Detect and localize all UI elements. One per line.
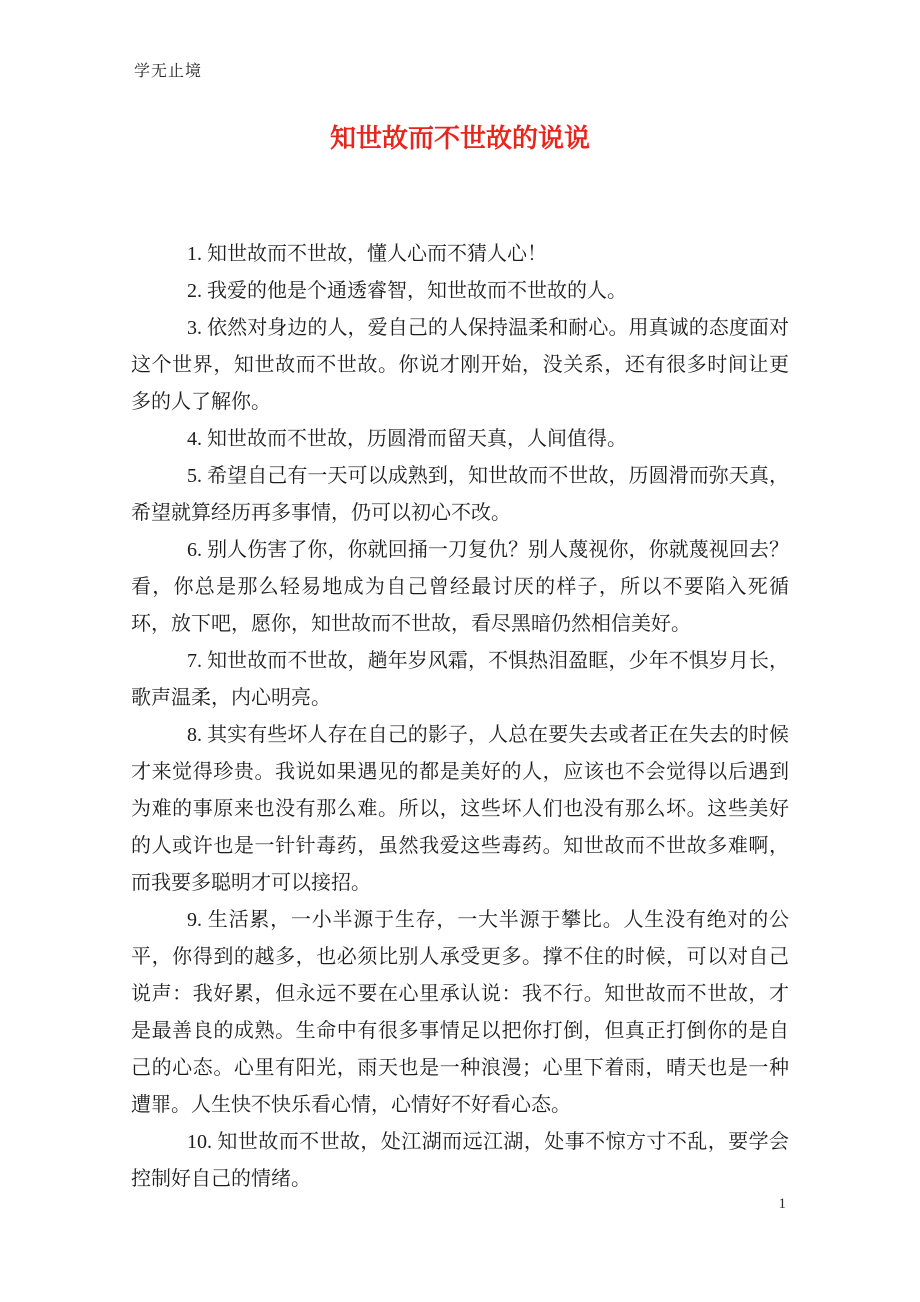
paragraph: 4. 知世故而不世故，历圆滑而留天真，人间值得。: [187, 428, 627, 450]
document-title: 知世故而不世故的说说: [329, 124, 590, 153]
paragraph: 1. 知世故而不世故，懂人心而不猜人心！: [187, 243, 547, 265]
paragraph: 10. 知世故而不世故，处江湖而远江湖，处事不惊方寸不乱，要学会控制好自己的情绪。: [131, 1131, 789, 1190]
paragraph-list: [131, 236, 789, 1198]
paragraph: 5. 希望自己有一天可以成熟到，知世故而不世故，历圆滑而弥天真，希望就算经历再多事情，仍可以初心不改。: [131, 465, 789, 524]
paragraph: 8. 其实有些坏人存在自己的影子，人总在要失去或者正在失去的时候才来觉得珍贵。我说如果遇见的都是美好的人，应该也不会觉得以后遇到为难的事原来也没有那么难。所以，这些坏人们也没有那么坏。这些美好的人或许也是一针针毒药，虽然我爱这些毒药。知世故而不世故多难啊，而我要多聪明才可以接招。: [131, 724, 789, 894]
paragraph: 9. 生活累，一小半源于生存，一大半源于攀比。人生没有绝对的公平，你得到的越多，也必须比别人承受更多。撑不住的时候，可以对自己说声：我好累，但永远不要在心里承认说：我不行。知世故而不世故，才是最善良的成熟。生命中有很多事情足以把你打倒，但真正打倒你的是自己的心态。心里有阳光，雨天也是一种浪漫；心里下着雨，晴天也是一种遭罪。人生快不快乐看心情，心情好不好看心态。: [131, 909, 789, 1116]
paragraph: 3. 依然对身边的人，爱自己的人保持温柔和耐心。用真诚的态度面对这个世界，知世故而不世故。你说才刚开始，没关系，还有很多时间让更多的人了解你。: [131, 317, 789, 413]
page-header-text: 学无止境: [134, 63, 203, 80]
page-number: 1: [778, 1196, 786, 1212]
paragraph: 2. 我爱的他是个通透睿智，知世故而不世故的人。: [187, 280, 627, 302]
paragraph: 7. 知世故而不世故，趟年岁风霜，不惧热泪盈眶，少年不惧岁月长，歌声温柔，内心明亮。: [131, 650, 789, 709]
paragraph: 6. 别人伤害了你，你就回捅一刀复仇？别人蔑视你，你就蔑视回去？看，你总是那么轻易地成为自己曾经最讨厌的样子，所以不要陷入死循环，放下吧，愿你，知世故而不世故，看尽黑暗仍然相信美好。: [131, 539, 789, 635]
